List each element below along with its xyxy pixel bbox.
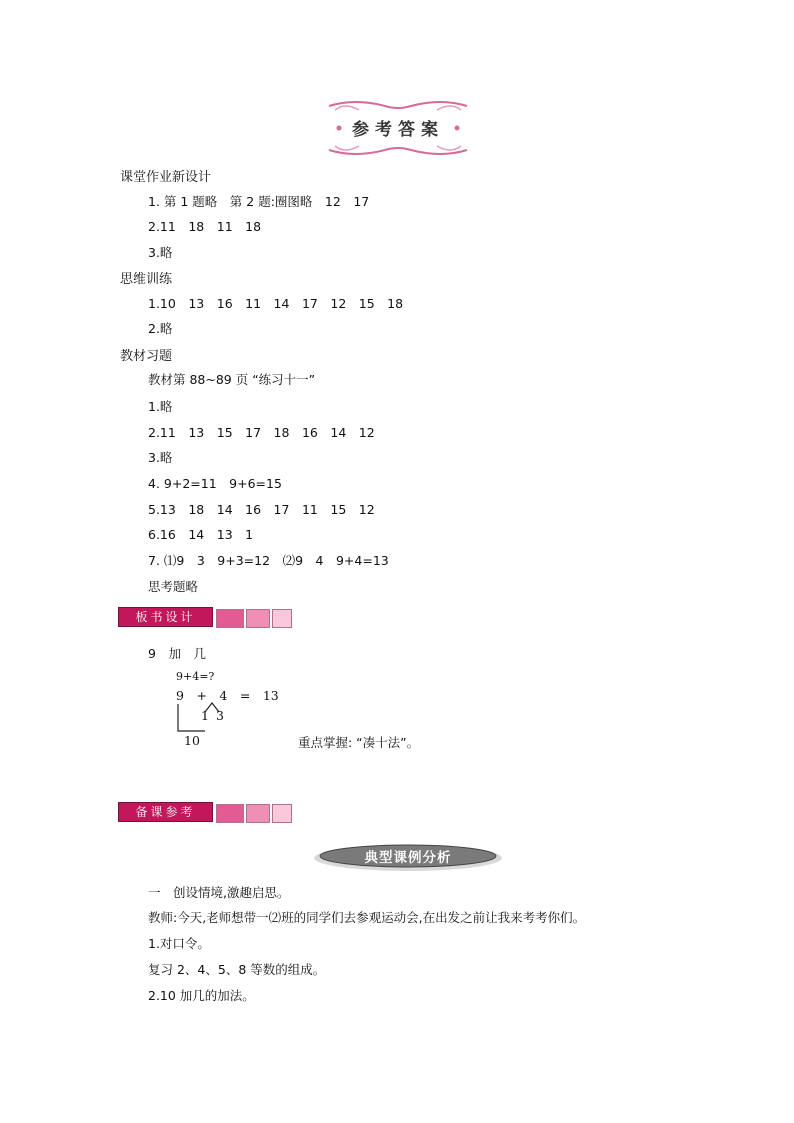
banner-square bbox=[216, 609, 244, 628]
section-heading-jiaocai: 教材习题 bbox=[120, 349, 173, 364]
banner-square bbox=[216, 804, 244, 823]
answer-line: 思考题略 bbox=[148, 579, 199, 594]
case-analysis-pill bbox=[312, 842, 504, 870]
answer-line: 1.略 bbox=[148, 399, 173, 414]
answer-line: 教材第 88~89 页 “练习十一” bbox=[148, 372, 316, 387]
equation-main: 9 + 4 = 13 bbox=[176, 688, 279, 703]
banner-square bbox=[246, 609, 270, 628]
ten-label: 10 bbox=[184, 733, 200, 748]
equation-top: 9+4=? bbox=[176, 670, 215, 683]
lesson-line: 1.对口令。 bbox=[148, 936, 210, 951]
beike-banner-label: 备课参考 bbox=[118, 802, 213, 822]
section-heading-ketang: 课堂作业新设计 bbox=[120, 170, 212, 185]
answer-line: 2.11 18 11 18 bbox=[148, 219, 262, 234]
banner-square bbox=[246, 804, 270, 823]
key-point: 重点掌握: “凑十法”。 bbox=[298, 735, 420, 750]
answer-line: 6.16 14 13 1 bbox=[148, 527, 254, 542]
lesson-line: 2.10 加几的加法。 bbox=[148, 988, 255, 1003]
lesson-line: 复习 2、4、5、8 等数的组成。 bbox=[148, 962, 326, 977]
banshu-banner bbox=[118, 607, 294, 627]
lesson-line: 教师:今天,老师想带一⑵班的同学们去参观运动会,在出发之前让我来考考你们。 bbox=[148, 910, 586, 925]
beike-banner bbox=[118, 802, 294, 822]
answer-line: 2.11 13 15 17 18 16 14 12 bbox=[148, 425, 375, 440]
case-analysis-title: 典型课例分析 bbox=[364, 850, 452, 866]
answer-line: 1. 第 1 题略 第 2 题:圈图略 12 17 bbox=[148, 194, 370, 209]
answer-line: 4. 9+2=11 9+6=15 bbox=[148, 476, 282, 491]
page-title: 参考答案 bbox=[352, 120, 444, 140]
banshu-banner-label: 板书设计 bbox=[118, 607, 213, 627]
answer-line: 5.13 18 14 16 17 11 15 12 bbox=[148, 502, 375, 517]
answer-line: 3.略 bbox=[148, 245, 173, 260]
answer-line: 1.10 13 16 11 14 17 12 15 18 bbox=[148, 296, 404, 311]
answer-line: 2.略 bbox=[148, 321, 173, 336]
lesson-line: 一 创设情境,激趣启思。 bbox=[148, 885, 290, 900]
answer-line: 7. ⑴9 3 9+3=12 ⑵9 4 9+4=13 bbox=[148, 553, 389, 568]
section-heading-siwei: 思维训练 bbox=[120, 272, 173, 287]
split-left: 1 bbox=[201, 708, 209, 723]
split-right: 3 bbox=[216, 708, 224, 723]
answer-line: 3.略 bbox=[148, 450, 173, 465]
answer-title-ornament bbox=[325, 96, 471, 160]
banner-square bbox=[272, 609, 292, 628]
banner-square bbox=[272, 804, 292, 823]
banshu-title: 9 加 几 bbox=[148, 646, 206, 661]
